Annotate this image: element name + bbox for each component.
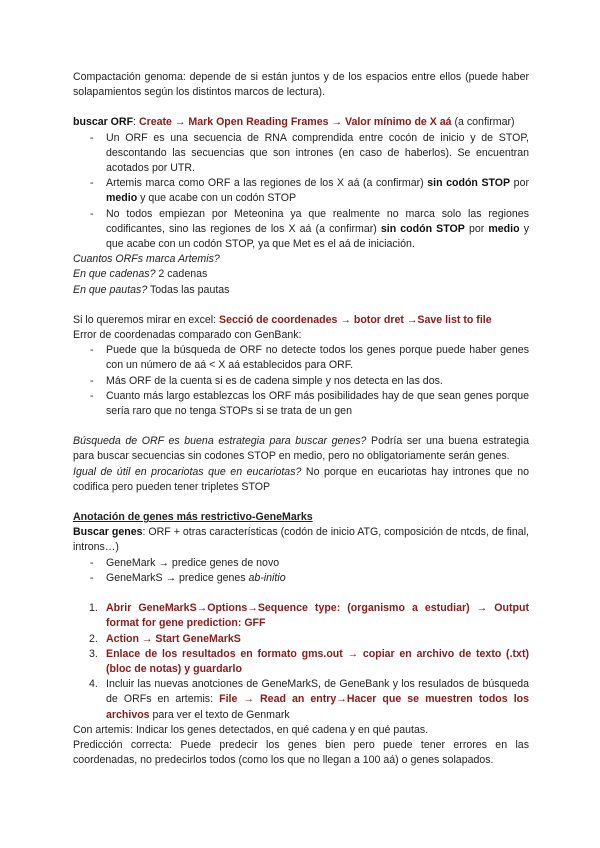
list-item: - GeneMark → predice genes de novo	[73, 556, 529, 571]
text: y que acabe con un codón STOP, ya que Met es el aá de iniciación.	[106, 222, 529, 251]
text: Artemis marca como ORF a las regiones de los X aá (a confirmar)	[106, 177, 428, 190]
step-item	[73, 601, 529, 631]
list-item: - Más ORF de la cuenta si es de cadena simple y nos detecta en las dos.	[73, 374, 529, 389]
step-text: para ver el texto de Genmark	[149, 708, 290, 721]
step-path: File → Read an entry→Hacer que se muestren todos los archivos	[106, 693, 530, 721]
paragraph-compactacion: Compactación genoma: depende de si están juntos y de los espacios entre ellos (puede haber solapamientos según los distintos marcos de lectura).	[73, 71, 529, 99]
step-text: Incluir las nuevas anotciones de GeneMarkS, de GeneBank y los resulados de búsqueda de ORFs en artemis:	[106, 678, 529, 706]
answer: No porque en eucariotas hay intrones que no codifica pero pueden tener tripletes STOP	[73, 465, 529, 493]
bold-text: medio	[488, 222, 520, 235]
text: y que acabe con un codón STOP	[137, 192, 297, 205]
text: No todos empiezan por Meteonina ya que realmente no marca solo las regiones codificantes, sino las regiones de los X aá (a confirmar)	[106, 207, 529, 235]
buscar-orf-label: buscar ORF	[73, 116, 134, 129]
step-text: Enlace de los resultados en formato gms.out → copiar en archivo de texto (.txt) (bloc de notas) y guardarlo	[106, 647, 529, 675]
error-bullet-list	[73, 343, 529, 419]
text: : ORF + otras características (codón de inicio ATG, composición de ntcds, de final, introns…)	[73, 526, 529, 554]
italic-question: En que pautas?	[73, 283, 148, 296]
steps-list	[73, 601, 529, 723]
excel-line	[73, 313, 529, 328]
bold-text: sin codón STOP	[427, 177, 511, 190]
list-item	[73, 207, 529, 253]
buscar-orf-path: Create → Mark Open Reading Frames → Valor mínimo de X aá	[138, 116, 452, 129]
heading-text: Anotación de genes más restrictivo-GeneMarks	[73, 511, 313, 524]
answer: Podría ser una buena estrategia para buscar secuencias sin codones STOP en medio, pero no obligatoriamente serán genes.	[73, 435, 529, 463]
step-item	[73, 677, 529, 723]
genemark-bullet-list	[73, 556, 529, 586]
text: Si lo queremos mirar en excel:	[73, 313, 220, 326]
step-item	[73, 647, 529, 677]
bold-text: medio	[106, 192, 138, 205]
text: por	[464, 222, 489, 235]
buscar-orf-tail: (a confirmar)	[451, 116, 515, 129]
answer: 2 cadenas	[155, 268, 208, 281]
step-item	[73, 632, 529, 647]
buscar-genes-line	[73, 525, 529, 555]
error-line: Error de coordenadas comparado con GenBank:	[73, 329, 302, 342]
list-item	[73, 571, 529, 586]
list-item: - Puede que la búsqueda de ORF no detecte todos los genes porque puede haber genes con un número de aá < X aá establecidos para ORF.	[73, 343, 529, 373]
colon: :	[133, 116, 139, 129]
question-cadenas	[73, 267, 529, 282]
italic-question: Cuantos ORFs marca Artemis?	[73, 253, 220, 266]
step-number: 3.	[89, 647, 98, 660]
estrategia-paragraph	[73, 434, 529, 464]
italic-question: Búsqueda de ORF es buena estrategia para buscar genes?	[73, 435, 367, 448]
genemarks-heading	[73, 510, 529, 525]
step-number: 2.	[89, 632, 98, 645]
italic-text: ab-initio	[248, 571, 286, 584]
con-artemis-line: Con artemis: Indicar los genes detectados, en qué cadena y en qué pautas.	[73, 723, 429, 736]
procariotas-paragraph	[73, 465, 529, 495]
document-page	[73, 70, 529, 768]
step-text: Abrir GeneMarkS→Options→Sequence type: (organismo a estudiar) → Output format for gene prediction: GFF	[106, 602, 529, 630]
step-text: Action → Start GeneMarkS	[106, 632, 241, 645]
list-item: - Cuanto más largo establezcas los ORF más posibilidades hay de que sean genes porque sería raro que no tenga STOPs si se trata de un gen	[73, 389, 529, 419]
italic-question: En que cadenas?	[73, 268, 156, 281]
bold-text: Buscar genes	[73, 526, 143, 539]
text: por	[510, 177, 529, 190]
question-pautas	[73, 283, 529, 298]
step-number: 1.	[89, 602, 98, 615]
list-item	[73, 176, 529, 206]
bold-text: sin codón STOP	[380, 222, 465, 235]
text: GeneMarkS → predice genes	[106, 571, 249, 584]
buscar-orf-line	[73, 115, 529, 130]
excel-path: Secció de coordenades → botor dret →Save list to file	[219, 313, 492, 326]
prediccion-paragraph: Predicción correcta: Puede predecir los genes bien pero puede tener errores en las coordenadas, no predecirlos todos (como los que no llegan a 100 aá) o genes solapados.	[73, 738, 529, 767]
italic-question: Igual de útil en procariotas que en eucariotas?	[73, 465, 302, 478]
step-number: 4.	[89, 678, 98, 691]
answer: Todas las pautas	[147, 283, 230, 296]
question-artemis	[73, 252, 529, 267]
orf-bullet-list	[73, 131, 529, 253]
list-item: - Un ORF es una secuencia de RNA comprendida entre cocón de inicio y de STOP, descontando las secuencias que son intrones (en caso de haberlos). Se encuentran acotados por UTR.	[73, 131, 529, 177]
